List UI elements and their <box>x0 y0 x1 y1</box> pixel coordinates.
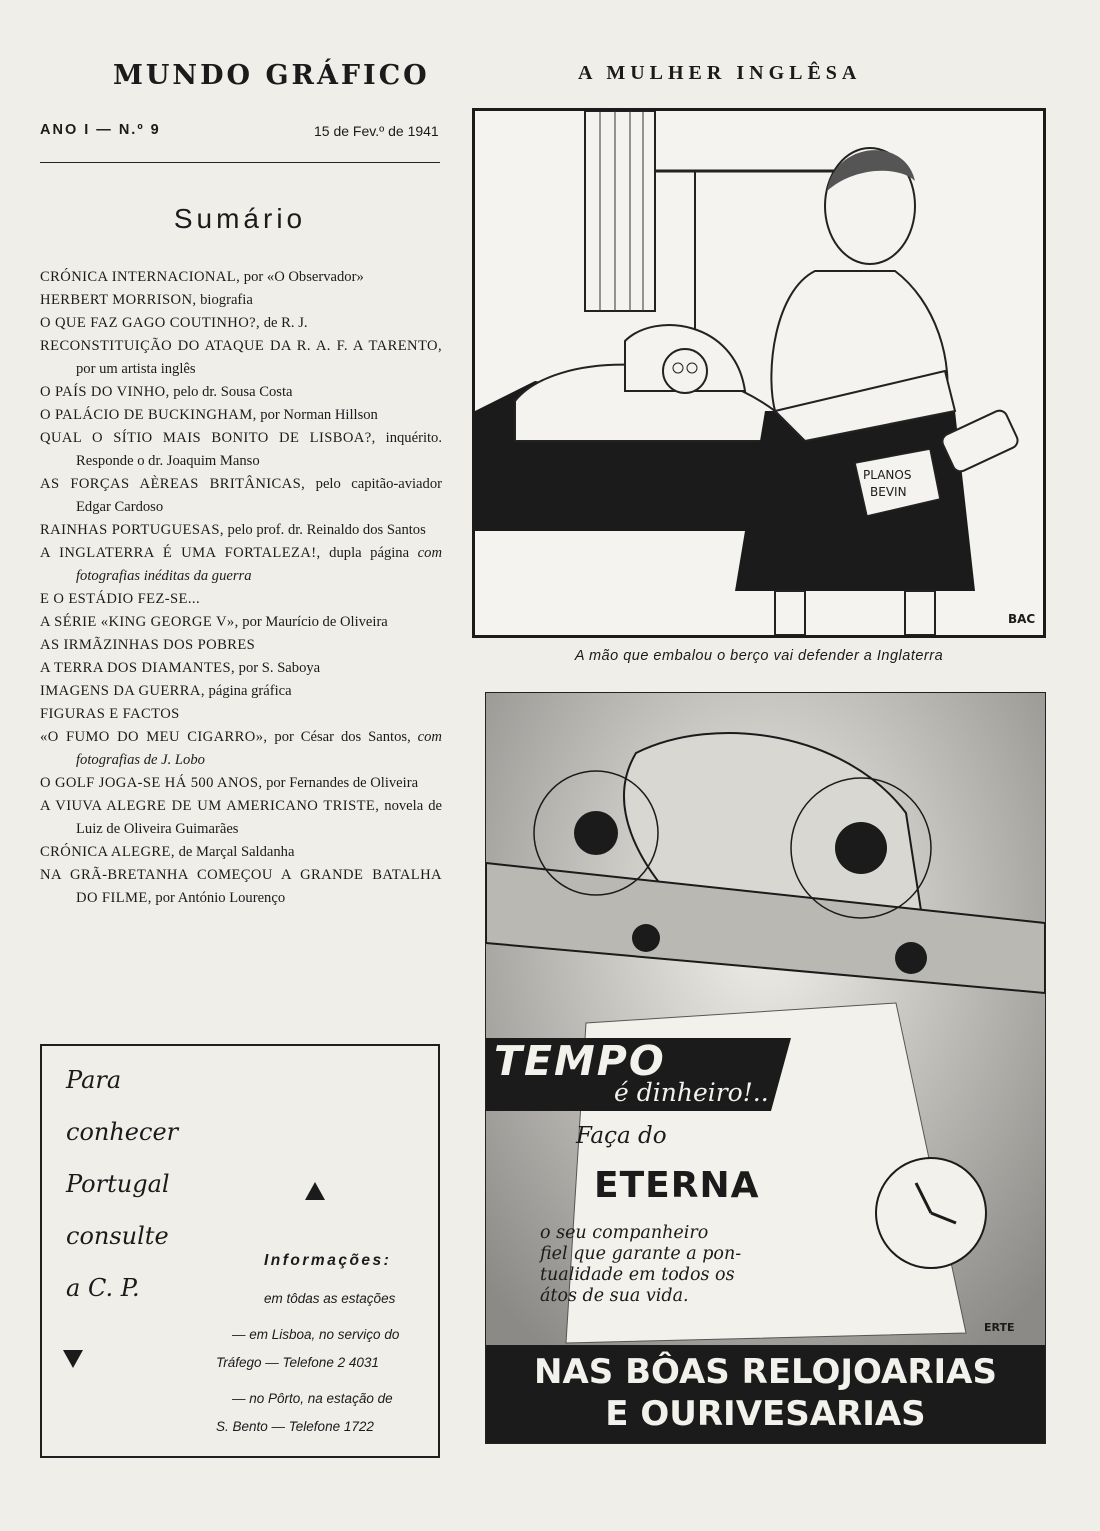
toc-item: A VIUVA ALEGRE DE UM AMERICANO TRISTE, novela de Luiz de Oliveira Guimarães <box>40 798 442 837</box>
cartoon-illustration <box>472 108 1046 638</box>
cp-line: conhecer <box>66 1118 179 1146</box>
toc-item: FIGURAS E FACTOS <box>40 706 180 722</box>
sleeping-man-face <box>663 349 707 393</box>
toc-item: RECONSTITUIÇÃO DO ATAQUE DA R. A. F. A TARENTO, por um artista inglês <box>40 338 442 377</box>
landing-wheel <box>895 942 927 974</box>
info-line: — em Lisboa, no serviço do <box>232 1327 400 1342</box>
header-rule <box>40 162 440 163</box>
toc-item: A SÉRIE «KING GEORGE V», por Maurício de Oliveira <box>40 614 388 630</box>
cartoon-title: A MULHER INGLÊSA <box>578 62 862 84</box>
slogan-line: o seu companheiro <box>540 1223 709 1243</box>
cp-line: consulte <box>66 1222 169 1250</box>
toc-item: CRÓNICA ALEGRE, de Marçal Saldanha <box>40 844 295 860</box>
cartoon-caption: A mão que embalou o berço vai defender a Inglaterra <box>574 648 944 664</box>
toc-item: AS IRMÃZINHAS DOS POBRES <box>40 637 256 653</box>
tempo-subline: é dinheiro!.. <box>614 1078 769 1107</box>
landing-wheel <box>632 924 660 952</box>
info-line: Tráfego — Telefone 2 4031 <box>216 1355 379 1370</box>
eterna-slogan <box>540 1223 741 1307</box>
artist-signature: BAC <box>1008 612 1036 626</box>
cp-line: Para <box>66 1066 122 1094</box>
toc-item: O QUE FAZ GAGO COUTINHO?, de R. J. <box>40 315 308 331</box>
toc-item: O GOLF JOGA-SE HÁ 500 ANOS, por Fernandes de Oliveira <box>40 775 419 791</box>
cp-advertisement <box>40 1044 440 1458</box>
tempo-headline: TEMPO <box>494 1037 666 1085</box>
toc-item: «O FUMO DO MEU CIGARRO», por César dos Santos, com fotografias de J. Lobo <box>40 729 442 768</box>
triangle-up-icon <box>304 1180 326 1202</box>
toc-item: O PALÁCIO DE BUCKINGHAM, por Norman Hillson <box>40 407 378 423</box>
masthead: MUNDO GRÁFICO <box>113 60 430 91</box>
eterna-advertisement <box>485 692 1046 1444</box>
info-line: — no Pôrto, na estação de <box>232 1391 393 1406</box>
table-of-contents <box>40 266 442 910</box>
banner-line-1: NAS BÔAS RELOJOARIAS <box>534 1352 997 1392</box>
ad-artist-signature: ERTE <box>984 1321 1015 1334</box>
toc-item: RAINHAS PORTUGUESAS, pelo prof. dr. Reinaldo dos Santos <box>40 522 426 538</box>
toc-item: A TERRA DOS DIAMANTES, por S. Saboya <box>40 660 321 676</box>
faca-do: Faça do <box>576 1123 667 1149</box>
issue-date: 15 de Fev.º de 1941 <box>314 123 439 139</box>
info-line: S. Bento — Telefone 1722 <box>216 1419 374 1434</box>
info-title: Informações: <box>264 1252 392 1269</box>
slogan-line: tualidade em todos os <box>540 1265 735 1285</box>
sumario-title: Sumário <box>173 203 307 234</box>
info-line: em tôdas as estações <box>264 1291 396 1306</box>
toc-item: E O ESTÁDIO FEZ-SE... <box>40 591 201 607</box>
cartoon-drawing <box>475 111 1043 635</box>
toc-item: O PAÍS DO VINHO, pelo dr. Sousa Costa <box>40 384 293 400</box>
slogan-line: átos de sua vida. <box>540 1286 689 1306</box>
toc-item: NA GRÃ-BRETANHA COMEÇOU A GRANDE BATALHA DO FILME, por António Lourenço <box>40 867 442 906</box>
cp-line: Portugal <box>66 1170 170 1198</box>
issue-number: ANO I — N.º 9 <box>40 122 161 138</box>
triangle-down-icon <box>62 1348 84 1370</box>
toc-item: IMAGENS DA GUERRA, página gráfica <box>40 683 292 699</box>
toc-item: CRÓNICA INTERNACIONAL, por «O Observador» <box>40 269 364 285</box>
plans-label-2: BEVIN <box>870 485 907 499</box>
toc-item: A INGLATERRA É UMA FORTALEZA!, dupla página com fotografias inéditas da guerra <box>40 545 442 584</box>
banner-text <box>486 1351 1045 1435</box>
toc-item: QUAL O SÍTIO MAIS BONITO DE LISBOA?, inquérito. Responde o dr. Joaquim Manso <box>40 430 442 469</box>
plans-label-1: PLANOS <box>863 468 912 482</box>
toc-item: AS FORÇAS AÈREAS BRITÂNICAS, pelo capitão-aviador Edgar Cardoso <box>40 476 442 515</box>
curtain <box>585 111 655 311</box>
woman-skirt <box>735 411 975 591</box>
slogan-line: fiel que garante a pon- <box>540 1244 742 1264</box>
toc-item: HERBERT MORRISON, biografia <box>40 292 253 308</box>
cp-line: a C. P. <box>66 1274 140 1302</box>
eterna-logo: ETERNA <box>594 1165 760 1206</box>
banner-line-2: E OURIVESARIAS <box>605 1394 926 1434</box>
